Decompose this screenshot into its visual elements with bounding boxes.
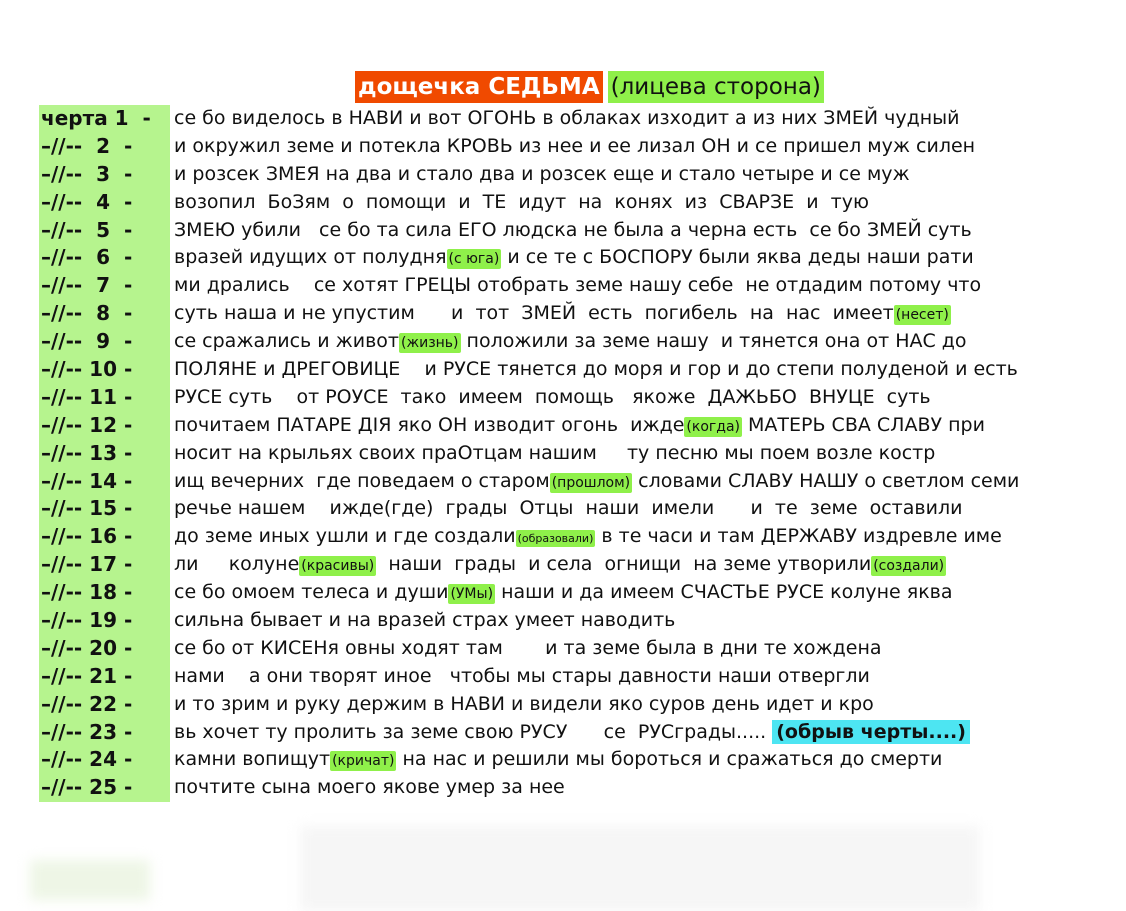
line-label: –//-- 6 - — [39, 244, 170, 272]
line-label: –//-- 14 - — [39, 468, 170, 496]
gloss-note: (несет) — [895, 307, 949, 324]
line-row — [0, 133, 1126, 161]
text-segment: вразей идущих от полудня — [174, 246, 447, 269]
faded-bar — [300, 826, 980, 911]
line-row — [0, 551, 1126, 579]
line-label: –//-- 16 - — [39, 523, 170, 551]
text-segment: се бо виделось в НАВИ и вот ОГОНЬ в облаках изходит а из них ЗМЕЙ чудный — [174, 107, 960, 129]
text-segment: на нас и решили мы бороться и сражаться до смерти — [396, 748, 943, 771]
line-text — [174, 495, 1114, 523]
text-segment: се сражались и живот — [174, 330, 400, 353]
line-row — [0, 746, 1126, 774]
line-row — [0, 189, 1126, 217]
line-text — [174, 384, 1114, 412]
line-text — [174, 774, 1114, 802]
line-label: –//-- 4 - — [39, 189, 170, 217]
line-label: черта 1 - — [39, 105, 170, 133]
faded-label — [30, 860, 150, 900]
line-row — [0, 607, 1126, 635]
faded-bottom-overlay — [0, 818, 1126, 911]
text-segment: нами а они творят иное чтобы мы стары давности наши отвергли — [174, 664, 870, 687]
line-row — [0, 161, 1126, 189]
text-segment: почтите сына моего якове умер за нее — [174, 776, 565, 799]
text-segment: вь хочет ту пролить за земе свою РУСУ се РУСграды..... — [174, 720, 773, 743]
line-row — [0, 356, 1126, 384]
line-label: –//-- 17 - — [39, 551, 170, 579]
line-text — [174, 105, 1114, 133]
line-label: –//-- 20 - — [39, 635, 170, 663]
line-row — [0, 412, 1126, 440]
line-text — [174, 356, 1114, 384]
line-label: –//-- 19 - — [39, 607, 170, 635]
text-segment: ПОЛЯНЕ и ДРЕГОВИЦЕ и РУСЕ тянется до моря и гор и до степи полуденой и есть — [174, 358, 1018, 381]
text-segment: и то зрим и руку держим в НАВИ и видели яко суров день идет и кро — [174, 692, 874, 715]
gloss-note: (жизнь) — [401, 335, 459, 352]
line-row — [0, 440, 1126, 468]
line-row — [0, 328, 1126, 356]
gloss-note: (создали) — [873, 558, 945, 575]
line-label: –//-- 22 - — [39, 691, 170, 719]
line-row — [0, 774, 1126, 802]
line-text — [174, 161, 1114, 189]
text-segment: РУСЕ суть от РОУСЕ тако имеем помощь якоже ДАЖЬБО ВНУЦЕ суть — [174, 385, 931, 408]
line-text — [174, 719, 1114, 747]
line-label: –//-- 10 - — [39, 356, 170, 384]
line-text — [174, 412, 1114, 440]
text-segment: наши грады и села огнищи на земе утворили — [376, 553, 872, 576]
line-label: –//-- 2 - — [39, 133, 170, 161]
text-segment: камни вопищут — [174, 748, 331, 771]
line-label: –//-- 11 - — [39, 384, 170, 412]
text-segment: ми дрались се хотят ГРЕЦЫ отобрать земе нашу себе не отдадим потому что — [174, 274, 982, 297]
text-segment: се бо от КИСЕНя овны ходят там и та земе была в дни те хождена — [174, 636, 882, 659]
line-text — [174, 468, 1114, 496]
gloss-note: (с юга) — [448, 251, 500, 268]
line-label: –//-- 9 - — [39, 328, 170, 356]
text-segment: словами СЛАВУ НАШУ о светлом семи — [632, 469, 1020, 492]
line-label: –//-- 24 - — [39, 746, 170, 774]
text-segment: в те часи и там ДЕРЖАВУ издревле име — [595, 525, 1002, 548]
text-segment: до земе иных ушли и где создали — [174, 525, 516, 548]
line-row — [0, 300, 1126, 328]
line-label: –//-- 13 - — [39, 440, 170, 468]
line-row — [0, 579, 1126, 607]
line-text — [174, 691, 1114, 719]
line-text — [174, 579, 1114, 607]
line-row — [0, 244, 1126, 272]
line-text — [174, 217, 1114, 245]
text-segment: почитаем ПАТАРЕ ДІЯ яко ОН изводит огонь ижде — [174, 413, 685, 436]
title-main: дощечка СЕДЬМА — [355, 71, 603, 103]
line-row — [0, 523, 1126, 551]
line-text — [174, 244, 1114, 272]
text-segment: положили за земе нашу и тянется она от НАС до — [460, 330, 967, 353]
text-segment: ЗМЕЮ убили се бо та сила ЕГО людска не была а черна есть се бо ЗМЕЙ суть — [174, 218, 972, 241]
line-row — [0, 272, 1126, 300]
line-row — [0, 691, 1126, 719]
gloss-note: (УМы) — [450, 586, 494, 603]
text-segment: и розсек ЗМЕЯ на два и стало два и розсек еще и стало четыре и се муж — [174, 162, 910, 185]
line-text — [174, 635, 1114, 663]
text-segment: сильна бывает и на вразей страх умеет наводить — [174, 609, 676, 632]
text-segment: носит на крыльях своих праОтцам нашим ту песню мы поем возле костр — [174, 441, 936, 464]
line-text — [174, 300, 1114, 328]
line-row — [0, 719, 1126, 747]
line-text — [174, 189, 1114, 217]
line-text — [174, 328, 1114, 356]
text-segment: речье нашем ижде(где) грады Отцы наши имели и те земе оставили — [174, 497, 963, 520]
gloss-note: (кричат) — [332, 753, 395, 770]
line-label: –//-- 7 - — [39, 272, 170, 300]
line-text — [174, 607, 1114, 635]
line-label: –//-- 18 - — [39, 579, 170, 607]
line-label: –//-- 5 - — [39, 217, 170, 245]
text-segment: ищ вечерних где поведаем о старом — [174, 469, 550, 492]
gloss-note: (образовали) — [517, 532, 594, 546]
line-row — [0, 384, 1126, 412]
line-label: –//-- 21 - — [39, 663, 170, 691]
line-text — [174, 440, 1114, 468]
line-text — [174, 551, 1114, 579]
line-row — [0, 105, 1126, 133]
line-text — [174, 272, 1114, 300]
text-segment: ли колуне — [174, 553, 300, 576]
line-label: –//-- 15 - — [39, 495, 170, 523]
line-text — [174, 663, 1114, 691]
line-row — [0, 468, 1126, 496]
line-label: –//-- 12 - — [39, 412, 170, 440]
break-marker: (обрыв черты....) — [772, 720, 970, 744]
line-text — [174, 746, 1114, 774]
gloss-note: (красивы) — [301, 558, 375, 575]
gloss-note: (прошлом) — [551, 474, 631, 491]
page-title — [355, 71, 824, 103]
gloss-note: (когда) — [686, 418, 740, 435]
line-text — [174, 133, 1114, 161]
lines-list — [0, 105, 1126, 802]
line-row — [0, 495, 1126, 523]
line-label: –//-- 8 - — [39, 300, 170, 328]
text-segment: и се те с БОСПОРУ были яква деды наши рати — [501, 246, 974, 269]
text-segment: возопил БоЗям о помощи и ТЕ идут на конях из СВАРЗЕ и тую — [174, 190, 869, 213]
line-row — [0, 663, 1126, 691]
line-row — [0, 635, 1126, 663]
line-label: –//-- 23 - — [39, 719, 170, 747]
text-segment: МАТЕРЬ СВА СЛАВУ при — [741, 413, 985, 436]
line-text — [174, 523, 1114, 551]
text-segment: и окружил земе и потекла КРОВЬ из нее и ее лизал ОН и се пришел муж силен — [174, 134, 976, 157]
line-row — [0, 217, 1126, 245]
line-label: –//-- 3 - — [39, 161, 170, 189]
line-label: –//-- 25 - — [39, 774, 170, 802]
text-segment: суть наша и не упустим и тот ЗМЕЙ есть погибель на нас имеет — [174, 302, 894, 325]
text-segment: наши и да имеем СЧАСТЬЕ РУСЕ колуне яква — [495, 581, 953, 604]
text-segment: се бо омоем телеса и души — [174, 581, 449, 604]
title-subtitle: (лицева сторона) — [608, 71, 824, 103]
